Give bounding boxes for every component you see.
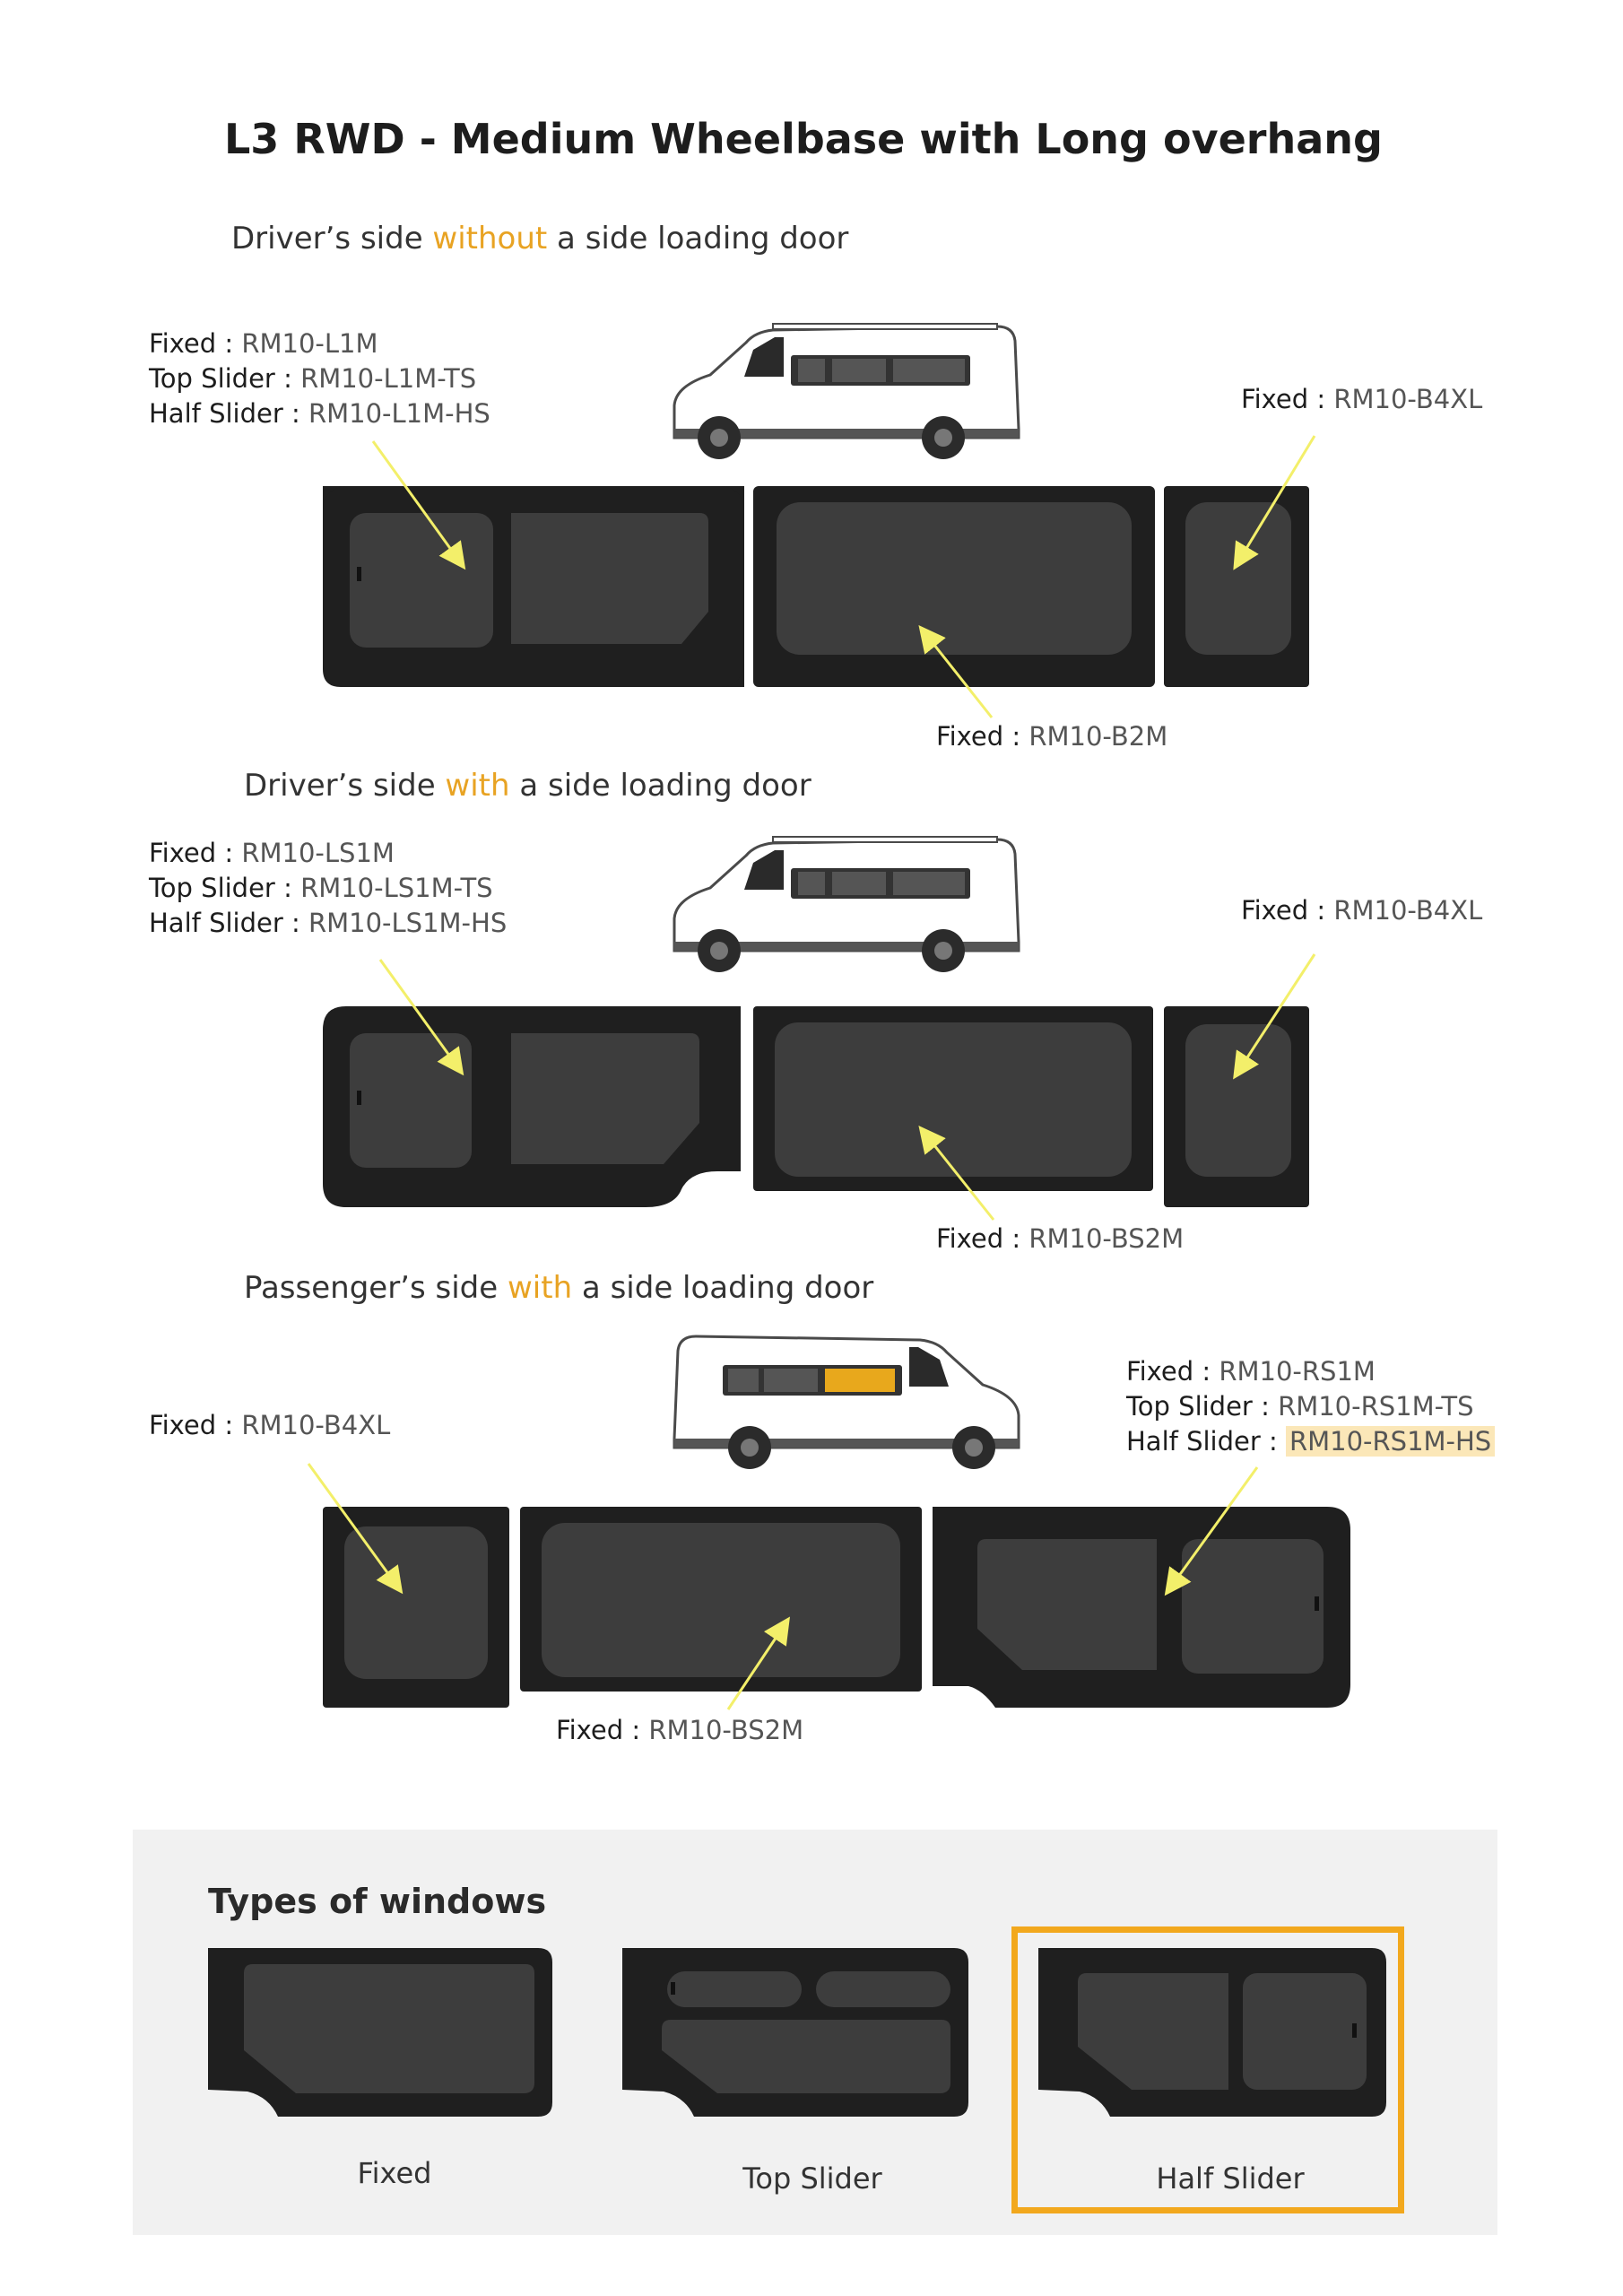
- section-3-middle-window: [520, 1507, 922, 1692]
- type-illustration-fixed: [208, 1948, 552, 2117]
- section-3-rear-label: Fixed : RM10-B4XL: [149, 1410, 391, 1440]
- section-2-rear-window: [1164, 1006, 1309, 1207]
- section-3-heading: Passenger’s side with a side loading door: [244, 1270, 874, 1306]
- section-2-front-label: Fixed : RM10-LS1M Top Slider : RM10-LS1M-TS Half Slider : RM10-LS1M-HS: [149, 838, 508, 938]
- section-1-heading: Driver’s side without a side loading door: [231, 221, 849, 257]
- section-2-front-window: [323, 1006, 741, 1207]
- van-icon-section-1: [674, 324, 1019, 459]
- section-3-rear-window: [323, 1507, 509, 1708]
- section-3-front-label: Fixed : RM10-RS1M Top Slider : RM10-RS1M-TS Half Slider : RM10-RS1M-HS: [1126, 1354, 1495, 1459]
- section-2-middle-label: Fixed : RM10-BS2M: [936, 1223, 1185, 1254]
- section-3-middle-label: Fixed : RM10-BS2M: [556, 1715, 804, 1745]
- section-2-rear-label: Fixed : RM10-B4XL: [1241, 895, 1483, 926]
- section-1-front-label: Fixed : RM10-L1M Top Slider : RM10-L1M-TS Half Slider : RM10-L1M-HS: [149, 328, 490, 429]
- section-1-rear-window: [1164, 486, 1309, 687]
- type-illustration-top-slider: [622, 1948, 968, 2117]
- type-illustration-half-slider: [1038, 1948, 1386, 2117]
- section-2-heading: Driver’s side with a side loading door: [244, 768, 812, 804]
- type-caption-half-slider: Half Slider: [1156, 2161, 1305, 2196]
- van-icon-section-3: [674, 1336, 1019, 1469]
- section-1-middle-label: Fixed : RM10-B2M: [936, 721, 1168, 752]
- van-icon-section-2: [674, 837, 1019, 972]
- section-1-front-window: [323, 486, 744, 687]
- section-1-rear-label: Fixed : RM10-B4XL: [1241, 384, 1483, 414]
- page-title: L3 RWD - Medium Wheelbase with Long overhang: [224, 115, 1383, 163]
- type-caption-fixed: Fixed: [357, 2156, 432, 2190]
- type-caption-top-slider: Top Slider: [742, 2161, 882, 2196]
- section-2-middle-window: [753, 1006, 1153, 1191]
- section-3-front-window: [933, 1507, 1350, 1708]
- types-title: Types of windows: [208, 1882, 547, 1921]
- section-1-middle-window: [753, 486, 1155, 687]
